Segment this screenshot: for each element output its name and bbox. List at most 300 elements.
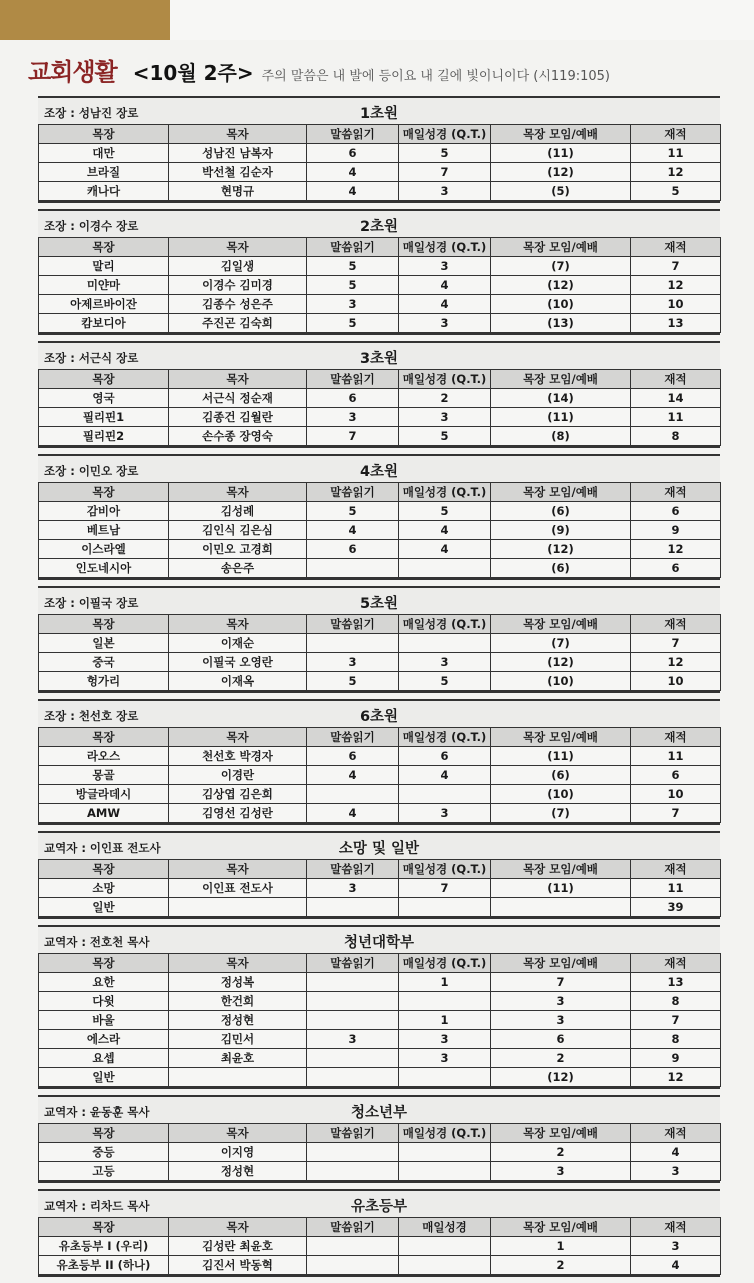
column-header: 말씀읽기 bbox=[307, 860, 399, 879]
table-header-row bbox=[39, 370, 721, 389]
column-header: 재적 bbox=[631, 954, 721, 973]
column-header: 재적 bbox=[631, 860, 721, 879]
column-header: 재적 bbox=[631, 483, 721, 502]
column-header: 목장 bbox=[39, 125, 169, 144]
table-cell: 바울 bbox=[39, 1011, 169, 1030]
table-cell: 캄보디아 bbox=[39, 314, 169, 333]
table-cell: 6 bbox=[307, 389, 399, 408]
table-cell: (11) bbox=[491, 408, 631, 427]
table-header-row bbox=[39, 1124, 721, 1143]
table-cell: 4 bbox=[307, 182, 399, 201]
column-header: 목장 모임/예배 bbox=[491, 728, 631, 747]
table-cell: 3 bbox=[399, 1030, 491, 1049]
section-block bbox=[38, 96, 720, 203]
column-header: 목자 bbox=[169, 1124, 307, 1143]
column-header: 매일성경 (Q.T.) bbox=[399, 860, 491, 879]
table-cell bbox=[399, 634, 491, 653]
section-leader: 교역자 : 전호천 목사 bbox=[44, 935, 150, 949]
table-cell bbox=[307, 1237, 399, 1256]
table-cell bbox=[307, 1143, 399, 1162]
column-header: 목장 모임/예배 bbox=[491, 370, 631, 389]
column-header: 말씀읽기 bbox=[307, 125, 399, 144]
table-cell: 5 bbox=[307, 672, 399, 691]
table-cell bbox=[307, 992, 399, 1011]
section-block bbox=[38, 341, 720, 448]
table-cell: 5 bbox=[399, 672, 491, 691]
table-row bbox=[39, 1049, 721, 1068]
section-title: 5초원 bbox=[359, 596, 399, 612]
table-row bbox=[39, 540, 721, 559]
table-cell: 4 bbox=[399, 766, 491, 785]
attendance-report bbox=[38, 96, 720, 1283]
table-cell: 주진곤 김숙희 bbox=[169, 314, 307, 333]
column-header: 목자 bbox=[169, 483, 307, 502]
table-cell: 4 bbox=[399, 295, 491, 314]
table-header-row bbox=[39, 238, 721, 257]
table-cell bbox=[307, 785, 399, 804]
column-header: 매일성경 (Q.T.) bbox=[399, 370, 491, 389]
table-cell: 헝가리 bbox=[39, 672, 169, 691]
table-header-row bbox=[39, 954, 721, 973]
table-cell: 2 bbox=[399, 389, 491, 408]
table-cell: 김진서 박동혁 bbox=[169, 1256, 307, 1275]
column-header: 재적 bbox=[631, 238, 721, 257]
section-leader: 교역자 : 이인표 전도사 bbox=[44, 841, 161, 855]
table-cell: 유초등부 I (우리) bbox=[39, 1237, 169, 1256]
table-row bbox=[39, 1237, 721, 1256]
table-cell: 5 bbox=[399, 144, 491, 163]
column-header: 말씀읽기 bbox=[307, 1218, 399, 1237]
column-header: 말씀읽기 bbox=[307, 370, 399, 389]
table-cell: 3 bbox=[399, 804, 491, 823]
table-row bbox=[39, 295, 721, 314]
table-cell: (11) bbox=[491, 747, 631, 766]
table-cell: 이경수 김미경 bbox=[169, 276, 307, 295]
table-cell bbox=[399, 898, 491, 917]
section-title: 1초원 bbox=[359, 106, 399, 122]
section-leader: 조장 : 천선호 장로 bbox=[44, 709, 139, 723]
table-row bbox=[39, 653, 721, 672]
table-cell: 8 bbox=[631, 427, 721, 446]
column-header: 매일성경 (Q.T.) bbox=[399, 615, 491, 634]
table-row bbox=[39, 163, 721, 182]
column-header: 매일성경 (Q.T.) bbox=[399, 1124, 491, 1143]
section-block bbox=[38, 586, 720, 693]
table-cell: 일반 bbox=[39, 898, 169, 917]
table-cell: (6) bbox=[491, 502, 631, 521]
table-cell: 라오스 bbox=[39, 747, 169, 766]
table-cell bbox=[399, 1162, 491, 1181]
section-block bbox=[38, 699, 720, 825]
table-cell: 4 bbox=[307, 163, 399, 182]
table-row bbox=[39, 502, 721, 521]
table-cell: 아제르바이잔 bbox=[39, 295, 169, 314]
table-cell: 박선철 김순자 bbox=[169, 163, 307, 182]
table-row bbox=[39, 1162, 721, 1181]
table-cell: 일반 bbox=[39, 1068, 169, 1087]
column-header: 매일성경 bbox=[399, 1218, 491, 1237]
verse-text: 주의 말씀은 내 발에 등이요 내 길에 빛이니이다 (시119:105) bbox=[261, 69, 610, 84]
table-cell: (8) bbox=[491, 427, 631, 446]
table-cell: 10 bbox=[631, 672, 721, 691]
table-cell: 이스라엘 bbox=[39, 540, 169, 559]
table-cell: 7 bbox=[307, 427, 399, 446]
table-cell: 1 bbox=[491, 1237, 631, 1256]
table-cell: (14) bbox=[491, 389, 631, 408]
table-cell: 김상엽 김은희 bbox=[169, 785, 307, 804]
section-header bbox=[38, 211, 720, 237]
column-header: 목장 bbox=[39, 1218, 169, 1237]
table-cell: 4 bbox=[631, 1256, 721, 1275]
table-cell: (5) bbox=[491, 182, 631, 201]
table-cell: 3 bbox=[399, 257, 491, 276]
column-header: 목장 bbox=[39, 1124, 169, 1143]
table-cell: 3 bbox=[491, 992, 631, 1011]
table-cell: 6 bbox=[399, 747, 491, 766]
section-leader: 교역자 : 리차드 목사 bbox=[44, 1199, 150, 1213]
table-cell: 필리핀1 bbox=[39, 408, 169, 427]
table-cell: 송은주 bbox=[169, 559, 307, 578]
table-cell: 4 bbox=[307, 521, 399, 540]
table-cell: 최윤호 bbox=[169, 1049, 307, 1068]
table-cell: 다윗 bbox=[39, 992, 169, 1011]
column-header: 목장 bbox=[39, 483, 169, 502]
table-cell: 9 bbox=[631, 1049, 721, 1068]
table-cell: 중국 bbox=[39, 653, 169, 672]
table-cell: 4 bbox=[307, 766, 399, 785]
table-cell: 5 bbox=[399, 427, 491, 446]
section-header bbox=[38, 701, 720, 727]
column-header: 목자 bbox=[169, 238, 307, 257]
table-cell: 몽골 bbox=[39, 766, 169, 785]
top-color-bar bbox=[0, 0, 170, 40]
table-cell: 이지영 bbox=[169, 1143, 307, 1162]
table-row bbox=[39, 898, 721, 917]
table-cell bbox=[399, 559, 491, 578]
table-cell: 1 bbox=[399, 1011, 491, 1030]
page-title: 교회생활 bbox=[28, 58, 117, 86]
table-cell: 12 bbox=[631, 163, 721, 182]
table-cell: 14 bbox=[631, 389, 721, 408]
table-cell bbox=[307, 634, 399, 653]
table-cell bbox=[307, 1049, 399, 1068]
table-cell: 4 bbox=[399, 521, 491, 540]
table-cell: 10 bbox=[631, 785, 721, 804]
table-cell: 2 bbox=[491, 1143, 631, 1162]
table-cell: 4 bbox=[307, 804, 399, 823]
table-cell: 에스라 bbox=[39, 1030, 169, 1049]
table-row bbox=[39, 1011, 721, 1030]
table-header-row bbox=[39, 1218, 721, 1237]
column-header: 말씀읽기 bbox=[307, 954, 399, 973]
table-cell: 8 bbox=[631, 1030, 721, 1049]
section-header bbox=[38, 343, 720, 369]
table-cell: 3 bbox=[307, 295, 399, 314]
table-row bbox=[39, 408, 721, 427]
table-cell: 1 bbox=[399, 973, 491, 992]
table-cell: 3 bbox=[491, 1162, 631, 1181]
section-header bbox=[38, 927, 720, 953]
table-cell: 김인식 김은심 bbox=[169, 521, 307, 540]
column-header: 목장 bbox=[39, 238, 169, 257]
table-cell: 11 bbox=[631, 747, 721, 766]
column-header: 목장 모임/예배 bbox=[491, 1218, 631, 1237]
table-row bbox=[39, 182, 721, 201]
column-header: 말씀읽기 bbox=[307, 483, 399, 502]
table-row bbox=[39, 521, 721, 540]
table-cell bbox=[307, 898, 399, 917]
attendance-table bbox=[38, 1123, 721, 1181]
table-row bbox=[39, 257, 721, 276]
column-header: 목장 모임/예배 bbox=[491, 860, 631, 879]
table-cell: 정성복 bbox=[169, 973, 307, 992]
table-cell bbox=[399, 1068, 491, 1087]
column-header: 목자 bbox=[169, 1218, 307, 1237]
table-cell: 3 bbox=[399, 1049, 491, 1068]
table-cell: 11 bbox=[631, 408, 721, 427]
section-leader: 조장 : 이민오 장로 bbox=[44, 464, 139, 478]
table-cell: (9) bbox=[491, 521, 631, 540]
section-block bbox=[38, 1095, 720, 1183]
table-cell: (7) bbox=[491, 804, 631, 823]
table-cell: 브라질 bbox=[39, 163, 169, 182]
table-row bbox=[39, 804, 721, 823]
column-header: 목장 모임/예배 bbox=[491, 954, 631, 973]
table-cell bbox=[307, 1011, 399, 1030]
section-title: 3초원 bbox=[359, 351, 399, 367]
section-header bbox=[38, 588, 720, 614]
table-row bbox=[39, 747, 721, 766]
column-header: 목자 bbox=[169, 125, 307, 144]
column-header: 목장 bbox=[39, 370, 169, 389]
section-block bbox=[38, 831, 720, 919]
table-row bbox=[39, 672, 721, 691]
table-cell: 6 bbox=[491, 1030, 631, 1049]
column-header: 목장 bbox=[39, 954, 169, 973]
column-header: 매일성경 (Q.T.) bbox=[399, 483, 491, 502]
table-cell: 10 bbox=[631, 295, 721, 314]
column-header: 목자 bbox=[169, 615, 307, 634]
table-cell: (11) bbox=[491, 144, 631, 163]
column-header: 목자 bbox=[169, 370, 307, 389]
column-header: 목장 bbox=[39, 728, 169, 747]
table-cell: 3 bbox=[307, 1030, 399, 1049]
table-cell: 고등 bbox=[39, 1162, 169, 1181]
column-header: 목장 모임/예배 bbox=[491, 238, 631, 257]
table-row bbox=[39, 973, 721, 992]
table-cell: (12) bbox=[491, 276, 631, 295]
section-title: 유초등부 bbox=[350, 1199, 408, 1215]
column-header: 목장 모임/예배 bbox=[491, 483, 631, 502]
table-cell: 이민오 고경희 bbox=[169, 540, 307, 559]
table-row bbox=[39, 427, 721, 446]
table-cell: AMW bbox=[39, 804, 169, 823]
attendance-table bbox=[38, 859, 721, 917]
table-cell: 7 bbox=[399, 879, 491, 898]
table-cell: 12 bbox=[631, 540, 721, 559]
table-cell: (12) bbox=[491, 540, 631, 559]
column-header: 목자 bbox=[169, 728, 307, 747]
column-header: 목장 모임/예배 bbox=[491, 615, 631, 634]
table-cell: (7) bbox=[491, 257, 631, 276]
section-leader: 조장 : 서근식 장로 bbox=[44, 351, 139, 365]
section-leader: 조장 : 성남진 장로 bbox=[44, 106, 139, 120]
table-cell: 인도네시아 bbox=[39, 559, 169, 578]
table-header-row bbox=[39, 728, 721, 747]
table-cell bbox=[307, 1162, 399, 1181]
table-cell: 한건희 bbox=[169, 992, 307, 1011]
table-cell bbox=[307, 1068, 399, 1087]
table-row bbox=[39, 1256, 721, 1275]
table-cell: 39 bbox=[631, 898, 721, 917]
table-cell: 7 bbox=[631, 804, 721, 823]
table-cell: 6 bbox=[307, 540, 399, 559]
table-header-row bbox=[39, 483, 721, 502]
table-cell: 정성현 bbox=[169, 1011, 307, 1030]
table-cell: 미얀마 bbox=[39, 276, 169, 295]
attendance-table bbox=[38, 614, 721, 691]
table-cell bbox=[307, 1256, 399, 1275]
attendance-table bbox=[38, 1217, 721, 1275]
table-cell: 5 bbox=[307, 276, 399, 295]
column-header: 재적 bbox=[631, 728, 721, 747]
table-cell: 9 bbox=[631, 521, 721, 540]
attendance-table bbox=[38, 237, 721, 333]
top-paper-strip bbox=[170, 0, 754, 40]
section-header bbox=[38, 833, 720, 859]
section-block bbox=[38, 925, 720, 1089]
section-leader: 조장 : 이필국 장로 bbox=[44, 596, 139, 610]
section-header bbox=[38, 1191, 720, 1217]
attendance-table bbox=[38, 482, 721, 578]
table-cell: 6 bbox=[631, 766, 721, 785]
section-header bbox=[38, 98, 720, 124]
attendance-table bbox=[38, 953, 721, 1087]
section-block bbox=[38, 1189, 720, 1277]
table-cell: 3 bbox=[307, 653, 399, 672]
table-cell: 3 bbox=[399, 653, 491, 672]
table-cell: 5 bbox=[307, 502, 399, 521]
section-block bbox=[38, 454, 720, 580]
column-header: 재적 bbox=[631, 615, 721, 634]
table-cell: 3 bbox=[399, 314, 491, 333]
table-row bbox=[39, 1143, 721, 1162]
table-cell bbox=[491, 898, 631, 917]
table-cell: 5 bbox=[307, 314, 399, 333]
table-row bbox=[39, 634, 721, 653]
table-cell: 요셉 bbox=[39, 1049, 169, 1068]
column-header: 말씀읽기 bbox=[307, 238, 399, 257]
table-cell: 5 bbox=[399, 502, 491, 521]
column-header: 말씀읽기 bbox=[307, 1124, 399, 1143]
table-row bbox=[39, 276, 721, 295]
table-cell: 13 bbox=[631, 973, 721, 992]
column-header: 목장 bbox=[39, 615, 169, 634]
column-header: 목장 모임/예배 bbox=[491, 1124, 631, 1143]
table-cell: 캐나다 bbox=[39, 182, 169, 201]
table-cell: 손수종 장영숙 bbox=[169, 427, 307, 446]
table-row bbox=[39, 559, 721, 578]
table-cell: 7 bbox=[491, 973, 631, 992]
section-title: 6초원 bbox=[359, 709, 399, 725]
table-header-row bbox=[39, 615, 721, 634]
table-cell: 7 bbox=[631, 634, 721, 653]
table-cell bbox=[307, 559, 399, 578]
column-header: 매일성경 (Q.T.) bbox=[399, 238, 491, 257]
table-cell: (12) bbox=[491, 1068, 631, 1087]
table-cell: 말리 bbox=[39, 257, 169, 276]
table-cell: 방글라데시 bbox=[39, 785, 169, 804]
column-header: 목자 bbox=[169, 860, 307, 879]
table-cell: 서근식 정순재 bbox=[169, 389, 307, 408]
table-cell: 필리핀2 bbox=[39, 427, 169, 446]
section-title: 2초원 bbox=[359, 219, 399, 235]
column-header: 재적 bbox=[631, 1218, 721, 1237]
table-cell: 김영선 김성란 bbox=[169, 804, 307, 823]
table-cell bbox=[307, 973, 399, 992]
table-cell: (7) bbox=[491, 634, 631, 653]
section-block bbox=[38, 209, 720, 335]
column-header: 목장 모임/예배 bbox=[491, 125, 631, 144]
table-row bbox=[39, 992, 721, 1011]
table-cell: (10) bbox=[491, 295, 631, 314]
table-cell: 3 bbox=[631, 1162, 721, 1181]
table-cell: 유초등부 II (하나) bbox=[39, 1256, 169, 1275]
table-cell: 7 bbox=[631, 257, 721, 276]
table-cell bbox=[399, 785, 491, 804]
attendance-table bbox=[38, 727, 721, 823]
column-header: 매일성경 (Q.T.) bbox=[399, 125, 491, 144]
table-cell: 소망 bbox=[39, 879, 169, 898]
table-cell: 김성란 최윤호 bbox=[169, 1237, 307, 1256]
column-header: 말씀읽기 bbox=[307, 615, 399, 634]
column-header: 매일성경 (Q.T.) bbox=[399, 954, 491, 973]
table-cell: 정성현 bbox=[169, 1162, 307, 1181]
table-cell: 이재옥 bbox=[169, 672, 307, 691]
table-cell: 12 bbox=[631, 653, 721, 672]
table-cell: 대만 bbox=[39, 144, 169, 163]
table-cell bbox=[399, 992, 491, 1011]
table-cell: 6 bbox=[307, 144, 399, 163]
table-cell: 천선호 박경자 bbox=[169, 747, 307, 766]
section-leader: 교역자 : 윤동훈 목사 bbox=[44, 1105, 150, 1119]
table-row bbox=[39, 879, 721, 898]
table-cell: 12 bbox=[631, 1068, 721, 1087]
table-cell: 김민서 bbox=[169, 1030, 307, 1049]
table-row bbox=[39, 766, 721, 785]
section-title: 청소년부 bbox=[350, 1105, 408, 1121]
table-cell: 요한 bbox=[39, 973, 169, 992]
column-header: 재적 bbox=[631, 370, 721, 389]
table-cell: (13) bbox=[491, 314, 631, 333]
table-cell: 영국 bbox=[39, 389, 169, 408]
week-label: <10월 2주> bbox=[132, 61, 254, 85]
table-row bbox=[39, 389, 721, 408]
column-header: 재적 bbox=[631, 125, 721, 144]
table-cell: 3 bbox=[631, 1237, 721, 1256]
table-cell: 4 bbox=[631, 1143, 721, 1162]
table-cell: (10) bbox=[491, 672, 631, 691]
page-header bbox=[28, 52, 748, 92]
table-cell: 김종건 김월란 bbox=[169, 408, 307, 427]
section-header bbox=[38, 456, 720, 482]
attendance-table bbox=[38, 369, 721, 446]
column-header: 목자 bbox=[169, 954, 307, 973]
table-cell: 이재순 bbox=[169, 634, 307, 653]
table-cell: 중등 bbox=[39, 1143, 169, 1162]
table-cell: 6 bbox=[631, 559, 721, 578]
table-cell: 7 bbox=[631, 1011, 721, 1030]
